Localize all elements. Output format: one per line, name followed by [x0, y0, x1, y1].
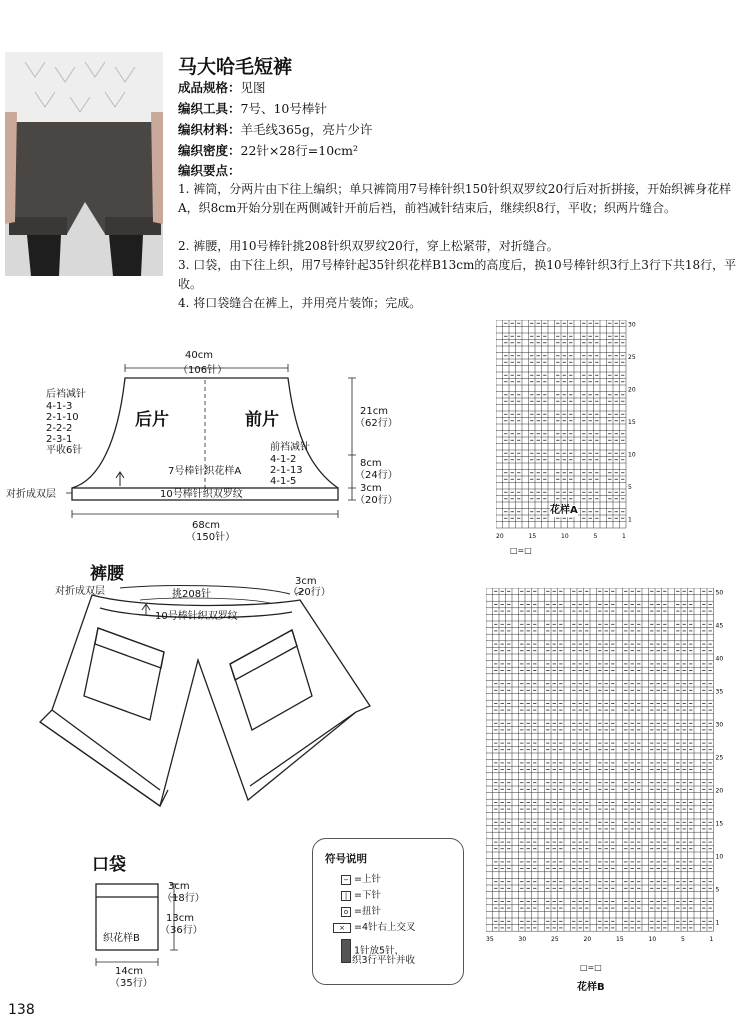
step-1: 1. 裤筒，分两片由下往上编织；单只裤筒用7号棒针织150针织双罗纹20行后对折拼接，开始织裤身花样A，织8cm开始分别在两侧减针开前后裆，前裆减针结束后，继续织8行，平收；织两片缝合。 [178, 182, 732, 215]
front-dec-title: 前裆减针 [270, 442, 310, 453]
cross-symbol-icon: × [333, 923, 351, 933]
back-dec-4: 2-3-1 [46, 434, 73, 445]
legend-title: 符号说明 [325, 853, 367, 865]
back-dec-2: 2-1-10 [46, 412, 79, 423]
spec-size: 成品规格：见图 [178, 80, 266, 95]
pocket-heading: 口袋 [92, 855, 126, 875]
pocket-label: 织花样B [103, 933, 140, 944]
spec-points: 编织要点： [178, 163, 241, 178]
chart-row-number: 35 [715, 688, 724, 696]
chart-col-number: 20 [496, 533, 504, 540]
chart-col-number: 5 [593, 533, 598, 540]
chart-row-number: 50 [715, 589, 724, 597]
chart-col-number: 10 [648, 936, 657, 944]
symbol-legend [312, 838, 464, 985]
waist-fold-label: 对折成双层 [55, 586, 105, 597]
chart-row-number: 30 [715, 721, 724, 729]
legend-knit: | =下针 [341, 887, 381, 901]
waist-needle-label: 10号棒针织双罗纹 [155, 611, 238, 622]
twist-symbol-icon: o [341, 907, 351, 917]
spec-density: 编织密度：22针×28行=10cm² [178, 143, 359, 158]
pocket-h-cm: 13cm [166, 913, 194, 924]
knit-symbol-icon: | [341, 891, 351, 901]
bobble-symbol-icon [341, 939, 351, 963]
chart-b-label: 花样B [577, 982, 605, 993]
waist-h-cm: 3cm [295, 576, 317, 587]
legend-purl: − =上针 [341, 871, 381, 885]
bottom-stitches: （150针） [186, 532, 236, 543]
shorts-outline [40, 595, 370, 806]
spec-material: 编织材料：羊毛线365g，亮片少许 [178, 122, 373, 137]
back-dec-title: 后裆减针 [46, 389, 86, 400]
chart-col-number: 35 [486, 936, 494, 944]
front-label: 前片 [245, 410, 279, 430]
chart-row-number: 25 [715, 754, 724, 762]
legend-twist: o =扭针 [341, 903, 381, 917]
back-label: 后片 [135, 410, 169, 430]
fold-label: 对折成双层 [6, 489, 56, 500]
chart-row-number: 25 [628, 354, 636, 361]
page-number: 138 [8, 1002, 35, 1018]
chart-col-number: 15 [528, 533, 537, 540]
chart-row-number: 15 [628, 419, 636, 426]
chart-b-grid [486, 588, 734, 952]
chart-row-number: 5 [628, 484, 632, 491]
top-width-cm: 40cm [185, 350, 213, 361]
chart-col-number: 5 [681, 936, 685, 944]
height2-cm: 8cm [360, 458, 382, 469]
legend-bobble-2: 织3行平针并收 [352, 955, 416, 966]
step-2: 2. 裤腰，用10号棒针挑208针织双罗纹20行，穿上松紧带，对折缝合。 [178, 239, 559, 253]
back-dec-1: 4-1-3 [46, 401, 73, 412]
chart-row-number: 20 [628, 386, 636, 394]
chart-row-number: 1 [715, 919, 720, 927]
legend-cross: × =4针右上交叉 [333, 919, 416, 933]
height1-rows: （62行） [355, 418, 398, 429]
purl-symbol-icon: − [341, 875, 351, 885]
chart-col-number: 25 [551, 936, 559, 944]
top-width-stitches: （106针） [178, 365, 228, 376]
chart-col-number: 1 [709, 936, 714, 944]
chart-row-number: 15 [715, 820, 724, 828]
back-dec-5: 平收6针 [46, 445, 83, 456]
chart-row-number: 30 [628, 321, 636, 329]
body-label: 7号棒针织花样A [168, 466, 242, 477]
pocket-top-cm: 3cm [168, 881, 190, 892]
chart-row-number: 1 [628, 516, 632, 524]
chart-row-number: 45 [715, 622, 724, 630]
chart-col-number: 10 [561, 533, 569, 540]
front-dec-3: 4-1-5 [270, 476, 297, 487]
height3-cm: 3cm [360, 483, 382, 494]
bottom-cm: 68cm [192, 520, 220, 531]
height1-cm: 21cm [360, 406, 388, 417]
waist-heading: 裤腰 [90, 564, 124, 584]
chart-row-number: 40 [715, 655, 724, 663]
pocket-w-cm: 14cm [115, 966, 143, 977]
pocket-w-stitches: （35行） [110, 978, 153, 989]
pocket-top-rows: （18行） [162, 893, 205, 904]
chart-a-key: □=□ [510, 546, 532, 555]
waist-pick-label: 挑208针 [172, 589, 212, 600]
legend-bobble-1: 1针放5针， [341, 939, 404, 963]
chart-row-number: 5 [715, 886, 720, 894]
chart-col-number: 15 [616, 936, 624, 944]
chart-b-key: □=□ [580, 963, 602, 972]
pocket-h-rows: （36行） [160, 925, 203, 936]
back-dec-3: 2-2-2 [46, 423, 73, 434]
step-3: 3. 口袋，由下往上织，用7号棒针起35针织花样B13cm的高度后，换10号棒针织3行上3行下共18行，平收。 [178, 258, 737, 291]
step-4: 4. 将口袋缝合在裤上，并用亮片装饰；完成。 [178, 296, 422, 310]
page-title: 马大哈毛短裤 [178, 56, 293, 78]
waist-h-rows: （20行） [288, 587, 331, 598]
spec-tools: 编织工具：7号、10号棒针 [178, 101, 327, 116]
height2-rows: （24行） [355, 470, 398, 481]
height3-rows: （20行） [355, 495, 398, 506]
chart-a-label: 花样A [550, 505, 578, 516]
right-pocket [230, 630, 312, 730]
chart-col-number: 30 [518, 936, 527, 944]
rib-label: 10号棒针织双罗纹 [160, 489, 243, 500]
chart-col-number: 1 [622, 533, 626, 540]
front-dec-2: 2-1-13 [270, 465, 303, 476]
chart-row-number: 20 [715, 787, 724, 795]
front-dec-1: 4-1-2 [270, 454, 297, 465]
chart-row-number: 10 [628, 451, 636, 459]
chart-row-number: 10 [715, 853, 724, 861]
chart-col-number: 20 [583, 936, 592, 944]
